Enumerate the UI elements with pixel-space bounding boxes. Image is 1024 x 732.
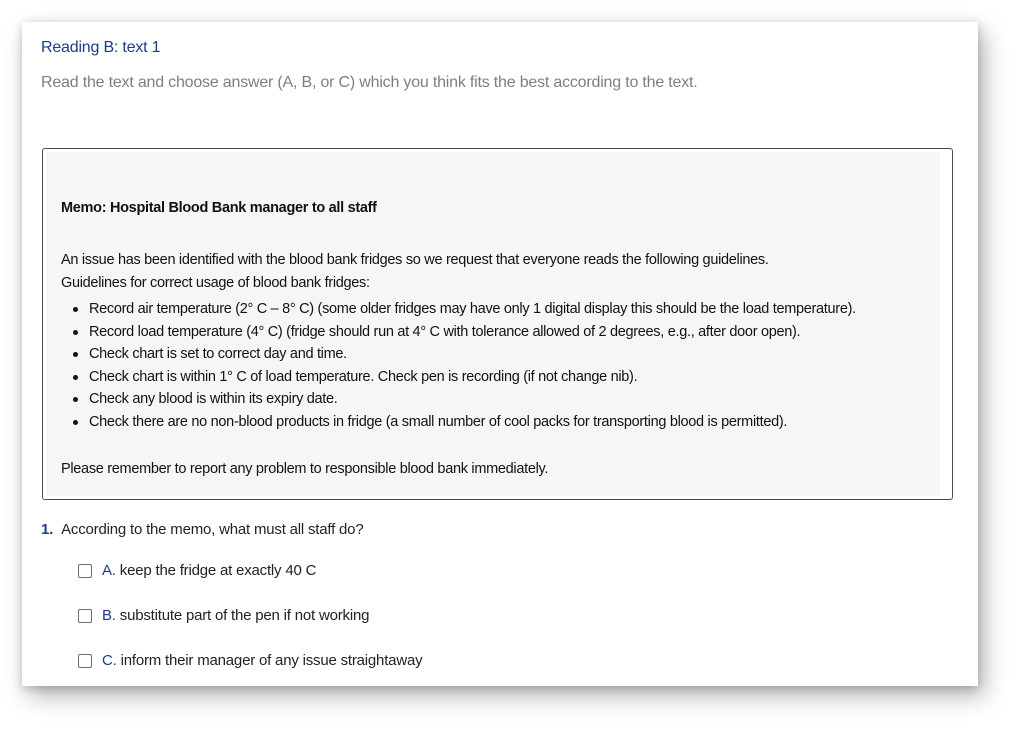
guideline-item: Check chart is within 1° C of load temperature. Check pen is recording (if not change nib). bbox=[89, 366, 856, 389]
reading-title: Reading B: text 1 bbox=[41, 39, 161, 56]
memo-intro-line: An issue has been identified with the blood bank fridges so we request that everyone reads the following guidelines. bbox=[61, 252, 769, 268]
option-b-checkbox[interactable] bbox=[78, 609, 92, 623]
option-a-checkbox[interactable] bbox=[78, 564, 92, 578]
guideline-item: Record air temperature (2° C – 8° C) (some older fridges may have only 1 digital display this should be the load temperature). bbox=[89, 298, 856, 321]
reading-card bbox=[22, 22, 978, 686]
question-1 bbox=[41, 521, 363, 538]
question-number: 1. bbox=[41, 521, 54, 538]
option-c-text: inform their manager of any issue straightaway bbox=[120, 652, 423, 669]
memo-footer: Please remember to report any problem to responsible blood bank immediately. bbox=[61, 461, 549, 477]
option-a-text: keep the fridge at exactly 40 C bbox=[119, 562, 317, 579]
question-text: According to the memo, what must all staff do? bbox=[61, 521, 364, 538]
reading-instructions: Read the text and choose answer (A, B, or C) which you think fits the best according to the text. bbox=[41, 74, 698, 91]
option-a-letter: A. bbox=[102, 562, 116, 579]
option-a[interactable] bbox=[78, 562, 316, 579]
option-c-checkbox[interactable] bbox=[78, 654, 92, 668]
guideline-item: Check there are no non-blood products in fridge (a small number of cool packs for transporting blood is permitted). bbox=[89, 411, 856, 434]
memo-heading: Memo: Hospital Blood Bank manager to all staff bbox=[61, 200, 377, 216]
option-b-text: substitute part of the pen if not working bbox=[119, 607, 370, 624]
memo-intro-line: Guidelines for correct usage of blood bank fridges: bbox=[61, 274, 370, 291]
guideline-item: Check chart is set to correct day and time. bbox=[89, 343, 856, 366]
option-b[interactable] bbox=[78, 607, 369, 624]
option-c-letter: C. bbox=[102, 652, 117, 669]
memo-box bbox=[42, 148, 953, 500]
memo-intro bbox=[61, 249, 941, 294]
guidelines-list bbox=[61, 298, 856, 433]
guideline-item: Check any blood is within its expiry date. bbox=[89, 388, 856, 411]
option-b-letter: B. bbox=[102, 607, 116, 624]
memo-content bbox=[46, 152, 940, 496]
option-c[interactable] bbox=[78, 652, 422, 669]
guideline-item: Record load temperature (4° C) (fridge should run at 4° C with tolerance allowed of 2 degrees, e.g., after door open). bbox=[89, 321, 856, 344]
